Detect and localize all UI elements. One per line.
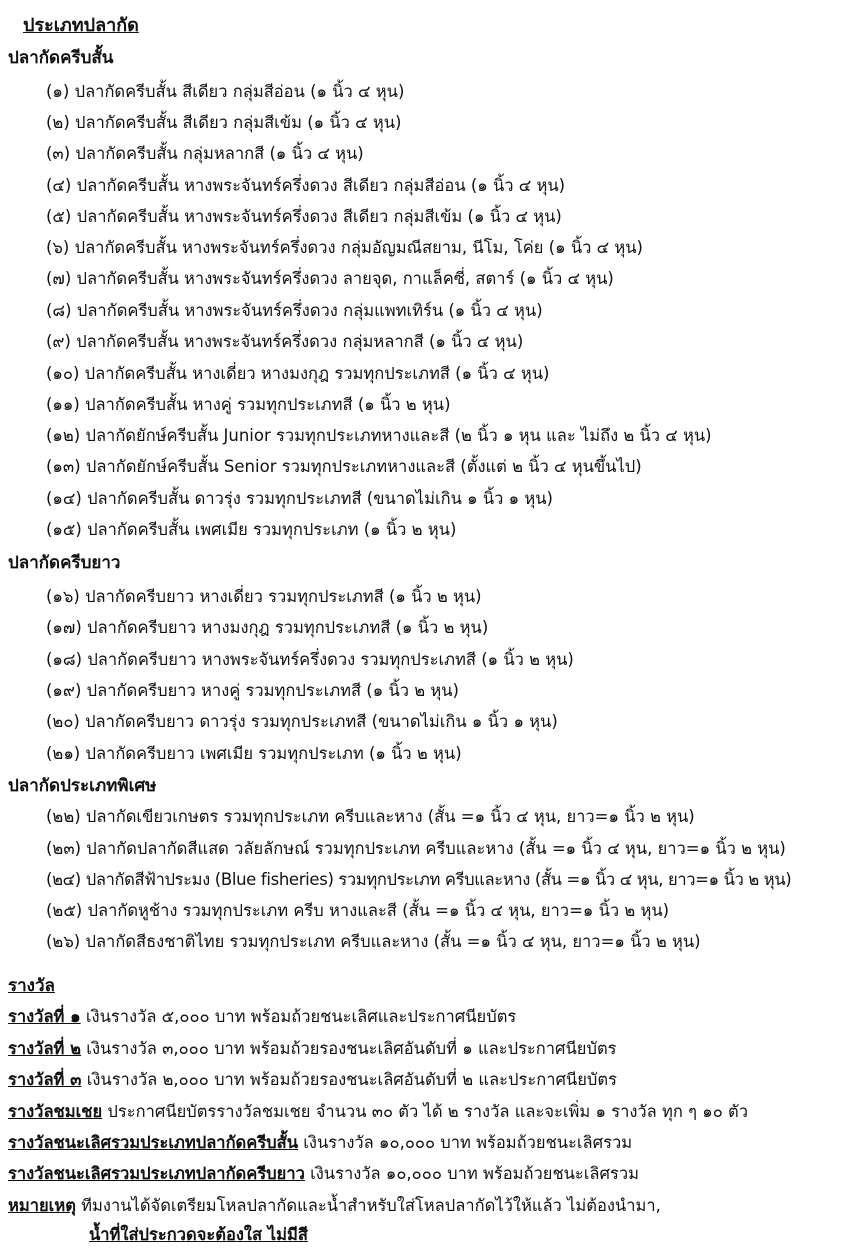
list-item: (๑) ปลากัดครีบสั้น สีเดียว กลุ่มสีอ่อน (๑ นิ้ว ๔ หุน): [46, 82, 405, 101]
list-item: (๑๘) ปลากัดครีบยาว หางพระจันทร์ครึ่งดวง รวมทุกประเภทสี (๑ นิ้ว ๒ หุน): [46, 650, 574, 669]
prize-text: เงินรางวัล ๕,๐๐๐ บาท พร้อมถ้วยชนะเลิศและประกาศนียบัตร: [80, 1007, 517, 1026]
prizes-heading: รางวัล: [8, 976, 55, 996]
prize-row: [8, 1130, 632, 1156]
prize-text: ประกาศนียบัตรรางวัลชมเชย จำนวน ๓๐ ตัว ได้ ๒ รางวัล และจะเพิ่ม ๑ รางวัล ทุก ๆ ๑๐ ตัว: [102, 1102, 749, 1121]
list-item: (๑๕) ปลากัดครีบสั้น เพศเมีย รวมทุกประเภท (๑ นิ้ว ๒ หุน): [46, 520, 457, 539]
list-item: (๒๖) ปลากัดสีธงชาติไทย รวมทุกประเภท ครีบและหาง (สั้น =๑ นิ้ว ๔ หุน, ยาว=๑ นิ้ว ๒ หุน): [46, 932, 701, 951]
page-title: ประเภทปลากัด: [23, 15, 139, 36]
section-heading-long-fin: ปลากัดครีบยาว: [8, 553, 121, 573]
section-heading-short-fin: ปลากัดครีบสั้น: [8, 48, 114, 68]
list-item: (๒๒) ปลากัดเขียวเกษตร รวมทุกประเภท ครีบและหาง (สั้น =๑ นิ้ว ๔ หุน, ยาว=๑ นิ้ว ๒ หุน): [46, 807, 695, 826]
list-item: (๑๐) ปลากัดครีบสั้น หางเดี่ยว หางมงกุฎ รวมทุกประเภทสี (๑ นิ้ว ๔ หุน): [46, 364, 550, 383]
note-text: ทีมงานได้จัดเตรียมโหลปลากัดและน้ำสำหรับใส่โหลปลากัดไว้ให้แล้ว ไม่ต้องนำมา,: [75, 1196, 661, 1215]
list-item: (๘) ปลากัดครีบสั้น หางพระจันทร์ครึ่งดวง กลุ่มแพทเทิร์น (๑ นิ้ว ๔ หุน): [46, 301, 543, 320]
list-item: (๑๒) ปลากัดยักษ์ครีบสั้น Junior รวมทุกประเภทหางและสี (๒ นิ้ว ๑ หุน และ ไม่ถึง ๒ นิ้ว ๔ หุน): [46, 426, 712, 445]
list-item: (๑๖) ปลากัดครีบยาว หางเดี่ยว รวมทุกประเภทสี (๑ นิ้ว ๒ หุน): [46, 587, 482, 606]
list-item: (๔) ปลากัดครีบสั้น หางพระจันทร์ครึ่งดวง สีเดียว กลุ่มสีอ่อน (๑ นิ้ว ๔ หุน): [46, 176, 566, 195]
list-item: (๒๕) ปลากัดหูช้าง รวมทุกประเภท ครีบ หางและสี (สั้น =๑ นิ้ว ๔ หุน, ยาว=๑ นิ้ว ๒ หุน): [46, 901, 670, 920]
list-item: (๒๑) ปลากัดครีบยาว เพศเมีย รวมทุกประเภท (๑ นิ้ว ๒ หุน): [46, 744, 462, 763]
section-heading-special: ปลากัดประเภทพิเศษ: [8, 776, 157, 796]
note-label: หมายเหตุ: [8, 1196, 76, 1215]
list-item: (๒๐) ปลากัดครีบยาว ดาวรุ่ง รวมทุกประเภทสี (ขนาดไม่เกิน ๑ นิ้ว ๑ หุน): [46, 712, 558, 731]
prize-row: [8, 1161, 639, 1187]
list-item: (๒๔) ปลากัดสีฟ้าประมง (Blue fisheries) รวมทุกประเภท ครีบและหาง (สั้น =๑ นิ้ว ๔ หุน, ยาว=๑ นิ้ว ๒ หุน): [46, 870, 792, 889]
prize-row: [8, 1099, 748, 1125]
prize-text: เงินรางวัล ๑๐,๐๐๐ บาท พร้อมถ้วยชนะเลิศรวม: [304, 1164, 640, 1183]
list-item: (๗) ปลากัดครีบสั้น หางพระจันทร์ครึ่งดวง ลายจุด, กาแล็คซี่, สตาร์ (๑ นิ้ว ๔ หุน): [46, 269, 614, 288]
prize-row: [8, 1004, 516, 1030]
list-item: (๑๔) ปลากัดครีบสั้น ดาวรุ่ง รวมทุกประเภทสี (ขนาดไม่เกิน ๑ นิ้ว ๑ หุน): [46, 489, 553, 508]
list-item: (๕) ปลากัดครีบสั้น หางพระจันทร์ครึ่งดวง สีเดียว กลุ่มสีเข้ม (๑ นิ้ว ๔ หุน): [46, 207, 562, 226]
note-row: [8, 1193, 661, 1219]
prize-label: รางวัลที่ ๓: [8, 1070, 82, 1089]
list-item: (๓) ปลากัดครีบสั้น กลุ่มหลากสี (๑ นิ้ว ๔ หุน): [46, 144, 364, 163]
prize-row: [8, 1036, 617, 1062]
list-item: (๒) ปลากัดครีบสั้น สีเดียว กลุ่มสีเข้ม (๑ นิ้ว ๔ หุน): [46, 113, 402, 132]
prize-label: รางวัลชนะเลิศรวมประเภทปลากัดครีบสั้น: [8, 1133, 298, 1152]
prize-text: เงินรางวัล ๒,๐๐๐ บาท พร้อมถ้วยรองชนะเลิศอันดับที่ ๒ และประกาศนียบัตร: [81, 1070, 617, 1089]
list-item: (๒๓) ปลากัดปลากัดสีแสด วลัยลักษณ์ รวมทุกประเภท ครีบและหาง (สั้น =๑ นิ้ว ๔ หุน, ยาว=๑ นิ้ว ๒ หุน): [46, 839, 786, 858]
list-item: (๑๓) ปลากัดยักษ์ครีบสั้น Senior รวมทุกประเภทหางและสี (ตั้งแต่ ๒ นิ้ว ๔ หุนขึ้นไป): [46, 457, 642, 476]
prize-label: รางวัลชนะเลิศรวมประเภทปลากัดครีบยาว: [8, 1164, 305, 1183]
list-item: (๑๗) ปลากัดครีบยาว หางมงกุฎ รวมทุกประเภทสี (๑ นิ้ว ๒ หุน): [46, 618, 489, 637]
list-item: (๖) ปลากัดครีบสั้น หางพระจันทร์ครึ่งดวง กลุ่มอัญมณีสยาม, นีโม, โค่ย (๑ นิ้ว ๔ หุน): [46, 238, 643, 257]
prize-text: เงินรางวัล ๓,๐๐๐ บาท พร้อมถ้วยรองชนะเลิศอันดับที่ ๑ และประกาศนียบัตร: [81, 1039, 617, 1058]
note-continuation: น้ำที่ใส่ประกวดจะต้องใส ไม่มีสี: [89, 1225, 308, 1244]
prize-row: [8, 1067, 617, 1093]
prize-label: รางวัลที่ ๒: [8, 1039, 82, 1058]
prize-label: รางวัลที่ ๑: [8, 1007, 81, 1026]
list-item: (๙) ปลากัดครีบสั้น หางพระจันทร์ครึ่งดวง กลุ่มหลากสี (๑ นิ้ว ๔ หุน): [46, 332, 524, 351]
prize-text: เงินรางวัล ๑๐,๐๐๐ บาท พร้อมถ้วยชนะเลิศรวม: [298, 1133, 633, 1152]
list-item: (๑๙) ปลากัดครีบยาว หางคู่ รวมทุกประเภทสี (๑ นิ้ว ๒ หุน): [46, 681, 459, 700]
list-item: (๑๑) ปลากัดครีบสั้น หางคู่ รวมทุกประเภทสี (๑ นิ้ว ๒ หุน): [46, 395, 451, 414]
prize-label: รางวัลชมเชย: [8, 1102, 103, 1121]
